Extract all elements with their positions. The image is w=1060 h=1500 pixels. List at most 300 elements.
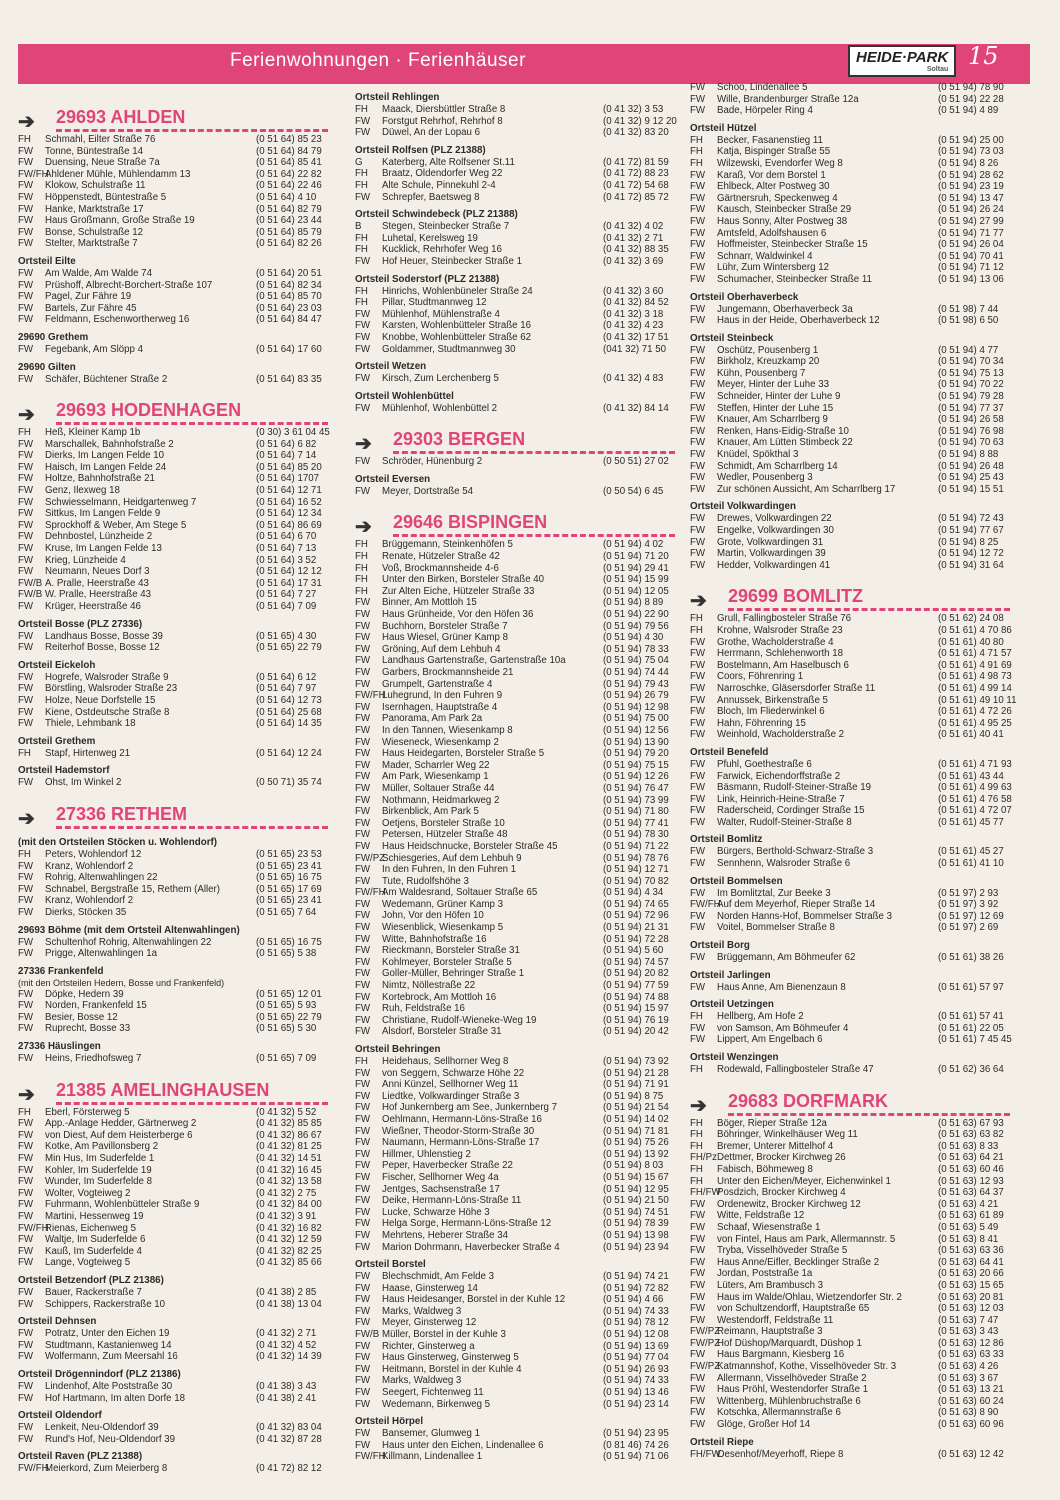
- listing-name: Tonne, Büntestraße 14: [45, 145, 144, 157]
- listing-row: [690, 1023, 1030, 1035]
- listing-name: Unter den Eichen/Meyer, Eichenwinkel 1: [717, 1175, 891, 1187]
- listing-phone: (0 51 94) 75 00: [603, 713, 669, 725]
- listing-row: [355, 192, 695, 204]
- listing-type: FH: [355, 244, 368, 256]
- listing-phone: (0 41 32) 3 53: [603, 104, 664, 115]
- listing-name: Feldmann, Eschenwortherweg 16: [45, 314, 190, 326]
- district-heading: Ortsteil Bommelsen: [690, 875, 783, 887]
- listing-row: [18, 1211, 348, 1223]
- listing-phone: (0 51 94) 8 75: [603, 1090, 664, 1102]
- listing-type: FW: [355, 1067, 371, 1079]
- listing-name: von Schultzendorff, Hauptstraße 65: [717, 1303, 870, 1315]
- listing-type: FW: [355, 597, 371, 609]
- listing-type: FW/FH: [690, 899, 721, 911]
- listing-type: FW: [690, 758, 706, 770]
- listing-name: Unter den Birken, Borsteler Straße 40: [382, 574, 545, 586]
- listing-type: FW: [690, 922, 706, 934]
- listing-name: Braatz, Oldendorfer Weg 22: [382, 168, 503, 180]
- listing-name: Katmannshof, Kothe, Visselhöveder Str. 3: [717, 1361, 897, 1373]
- listing-type: FH: [355, 551, 368, 563]
- listing-type: FH: [690, 624, 703, 636]
- listing-phone: (0 51 94) 74 57: [603, 956, 669, 968]
- listing-row: [18, 1246, 348, 1258]
- listing-type: FW: [18, 226, 34, 238]
- listing-name: Witte, Feldstraße 12: [717, 1210, 805, 1222]
- listing-row: [355, 632, 695, 644]
- listing-phone: (0 41 38) 3 43: [256, 1380, 317, 1392]
- listing-type: B: [355, 221, 362, 233]
- district-note: (mit den Ortsteilen Hedern, Bosse und Frankenfeld): [18, 977, 225, 988]
- listing-name: Wedler, Pousenberg 3: [717, 472, 813, 484]
- column-1: [18, 92, 348, 1475]
- city-name: 29699 BOMLITZ: [728, 586, 864, 607]
- listing-name: Gröning, Auf dem Lehbuh 4: [382, 643, 501, 655]
- listing-phone: (0 51 64) 16 52: [256, 496, 322, 508]
- listing-row: [18, 707, 348, 719]
- listing-phone: (0 51 63) 4 26: [938, 1361, 999, 1373]
- listing-phone: (0 51 94) 79 28: [938, 391, 1004, 403]
- listing-phone: (0 41 32) 4 83: [603, 373, 664, 385]
- listing-name: Narroschke, Gläsersdorfer Straße 11: [717, 682, 876, 694]
- listing-row: [18, 1257, 348, 1269]
- listing-phone: (0 51 64) 17 31: [256, 577, 322, 589]
- listing-phone: (0 41 32) 4 52: [256, 1339, 317, 1351]
- listing-row: [355, 1364, 695, 1376]
- district-heading: Ortsteil Uetzingen: [690, 999, 774, 1011]
- listing-row: [355, 992, 695, 1004]
- listing-type: FH: [690, 1011, 703, 1023]
- listing-name: Studtmann, Kastanienweg 14: [45, 1339, 172, 1351]
- listing-phone: (0 51 64) 7 09: [256, 601, 317, 612]
- listing-type: FW: [355, 922, 371, 934]
- listing-type: FH: [690, 613, 703, 625]
- listing-type: FW: [690, 782, 706, 794]
- listing-name: Goldammer, Studtmannweg 30: [382, 343, 516, 355]
- listing-name: Grumpelt, Gartenstraße 4: [382, 678, 493, 690]
- listing-row: [18, 1107, 348, 1119]
- listing-phone: (0 51 94) 4 66: [603, 1294, 664, 1306]
- listing-name: Forstgut Rehrhof, Rehrhof 8: [382, 115, 503, 127]
- listing-phone: (0 51 94) 79 56: [603, 620, 669, 632]
- listing-name: von Fintel, Haus am Park, Allermannstr. 5: [717, 1233, 896, 1245]
- district-heading: Ortsteil Eversen: [355, 473, 431, 485]
- listing-row: [355, 221, 695, 233]
- listing-phone: (0 51 94) 78 90: [938, 82, 1004, 93]
- listing-row: [690, 660, 1030, 672]
- listing-phone: (0 51 94) 78 12: [603, 1317, 669, 1329]
- listing-row: [355, 980, 695, 992]
- listing-type: FW: [355, 609, 371, 621]
- listing-row: [18, 1287, 348, 1299]
- listing-type: FH: [18, 134, 31, 145]
- listing-type: FW: [18, 302, 34, 314]
- listing-type: FW: [690, 315, 706, 327]
- listing-row: [355, 1149, 695, 1161]
- listing-name: Brüggemann, Steinkenhöfen 5: [382, 539, 513, 551]
- listing-phone: (0 51 64) 12 34: [256, 508, 322, 520]
- listing-name: Dettmer, Brocker Kirchweg 26: [717, 1152, 846, 1164]
- listing-type: FW: [690, 449, 706, 461]
- listing-type: FW: [18, 450, 34, 462]
- listing-type: FW: [18, 508, 34, 520]
- listing-name: Weinhold, Wacholderstraße 2: [717, 729, 845, 741]
- listing-phone: (0 51 63) 63 33: [938, 1349, 1004, 1361]
- listing-name: Ruprecht, Bosse 33: [45, 1023, 131, 1035]
- dashed-divider: [56, 1102, 328, 1105]
- listing-row: [355, 957, 695, 969]
- listing-row: [355, 456, 695, 468]
- listing-type: FW: [690, 181, 706, 193]
- listing-phone: (0 51 64) 85 20: [256, 461, 322, 473]
- listing-phone: (0 51 94) 70 82: [603, 875, 669, 887]
- listing-name: Lindenhof, Alte Poststraße 30: [45, 1380, 173, 1392]
- listing-phone: (0 51 94) 74 33: [603, 1305, 669, 1317]
- listing-name: Bostelmann, Am Haselbusch 6: [717, 659, 849, 671]
- listing-row: [18, 578, 348, 590]
- listing-row: [18, 1299, 348, 1311]
- listing-name: Hof Junkernberg am See, Junkernberg 7: [382, 1102, 558, 1114]
- listing-row: [690, 94, 1030, 106]
- listing-name: Hof Heuer, Steinbecker Straße 1: [382, 255, 522, 267]
- listing-phone: (0 51 94) 12 98: [603, 701, 669, 713]
- listing-row: [690, 181, 1030, 193]
- listing-row: [355, 551, 695, 563]
- city-name: 29646 BISPINGEN: [393, 512, 548, 533]
- listing-name: Rodewald, Fallingbosteler Straße 47: [717, 1064, 874, 1075]
- listing-row: [690, 1210, 1030, 1222]
- listing-row: [18, 291, 348, 303]
- listing-row: [690, 274, 1030, 286]
- listing-name: Kauß, Im Suderfelde 4: [45, 1245, 142, 1257]
- listing-type: FW: [18, 203, 34, 215]
- listing-name: Fuhrmann, Wohlenbütteler Straße 9: [45, 1199, 200, 1211]
- district-heading: 29690 Grethem: [18, 331, 89, 343]
- city-heading: [690, 1090, 1030, 1118]
- listing-phone: (0 51 64) 82 34: [256, 279, 322, 291]
- listing-phone: (0 51 94) 28 62: [938, 169, 1004, 181]
- listing-type: FW: [690, 648, 706, 660]
- listing-row: [355, 244, 695, 256]
- listing-name: Lenkeit, Neu-Oldendorf 39: [45, 1422, 159, 1434]
- listing-phone: (0 51 94) 76 98: [938, 425, 1004, 437]
- listing-phone: (0 51 94) 4 30: [603, 632, 664, 644]
- listing-name: Heß, Kleiner Kamp 1b: [45, 427, 141, 439]
- listing-phone: (0 51 94) 74 44: [603, 667, 669, 678]
- listing-row: [355, 1451, 695, 1463]
- listing-name: Sprockhoff & Weber, Am Stege 5: [45, 519, 187, 531]
- listing-row: [355, 1399, 695, 1411]
- listing-phone: (0 51 63) 20 81: [938, 1291, 1004, 1303]
- listing-type: FW: [18, 1176, 34, 1188]
- listing-type: FW: [690, 1022, 706, 1034]
- listing-row: [18, 134, 348, 146]
- listing-type: FW/FH: [355, 690, 386, 702]
- district-heading: Ortsteil Bomlitz: [690, 834, 763, 846]
- district-heading: Ortsteil Wohlenbüttel: [355, 390, 454, 402]
- listing-name: Böger, Rieper Straße 12a: [717, 1117, 827, 1129]
- listing-row: [355, 1195, 695, 1207]
- listing-name: W. Pralle, Heerstraße 43: [45, 589, 152, 601]
- listing-row: [690, 356, 1030, 368]
- listing-name: Kirsch, Zum Lerchenberg 5: [382, 373, 499, 385]
- listing-type: FW: [355, 1375, 371, 1387]
- listing-type: FW/FH: [18, 1463, 49, 1475]
- listing-row: [690, 239, 1030, 251]
- listing-row: [690, 1419, 1030, 1431]
- listing-type: FW: [18, 1245, 34, 1257]
- listing-type: FW: [690, 887, 706, 899]
- listing-phone: (0 51 98) 6 50: [938, 315, 999, 327]
- listing-row: [690, 1349, 1030, 1361]
- listing-name: Hof Hartmann, Im alten Dorfe 18: [45, 1392, 185, 1404]
- listing-row: [18, 215, 348, 227]
- listing-phone: (0 51 94) 75 15: [603, 759, 669, 771]
- listing-name: Mehrtens, Heberer Straße 34: [382, 1229, 508, 1241]
- listing-phone: (0 51 63) 3 67: [938, 1372, 999, 1384]
- listing-phone: (0 51 94) 23 19: [938, 181, 1004, 193]
- listing-row: [18, 192, 348, 204]
- listing-phone: (0 41 32) 12 59: [256, 1234, 322, 1246]
- listing-phone: (0 51 62) 36 64: [938, 1064, 1004, 1075]
- listing-name: Krieg, Lünzheide 4: [45, 554, 126, 566]
- listing-phone: (0 51 94) 26 24: [938, 204, 1004, 216]
- listing-row: [355, 286, 695, 298]
- logo-subtext: Soltau: [926, 66, 949, 73]
- listing-name: Kranz, Wohlendorf 2: [45, 895, 134, 907]
- listing-phone: (0 51 94) 77 04: [603, 1352, 669, 1364]
- listing-row: [690, 1373, 1030, 1385]
- listing-phone: (0 51 94) 75 26: [603, 1137, 669, 1149]
- listing-name: Walter, Rudolf-Steiner-Straße 8: [717, 816, 852, 828]
- listing-name: Tute, Rudolfshöhe 3: [382, 875, 469, 887]
- listing-row: [690, 170, 1030, 182]
- listing-name: Nimtz, Nöllestraße 22: [382, 980, 476, 992]
- listing-name: Hellberg, Am Hofe 2: [717, 1011, 804, 1023]
- listing-name: Besier, Bosse 12: [45, 1011, 118, 1023]
- listing-phone: (0 51 65) 5 30: [256, 1023, 317, 1035]
- listing-name: Haus Pröhl, Westendorfer Straße 1: [717, 1384, 869, 1396]
- listing-name: Wilzewski, Evendorfer Weg 8: [717, 157, 843, 169]
- arrow-icon: ➔: [18, 1083, 35, 1106]
- listing-name: Karaß, Vor dem Borstel 1: [717, 169, 826, 181]
- district-heading: Ortsteil Soderstorf (PLZ 21388): [355, 273, 500, 285]
- listing-phone: (0 50 71) 35 74: [256, 777, 322, 789]
- listing-row: [18, 1130, 348, 1142]
- listing-row: [690, 1222, 1030, 1234]
- listing-name: Wunder, Im Suderfelde 8: [45, 1176, 152, 1188]
- listing-type: FW: [18, 373, 34, 385]
- listing-type: FW: [355, 782, 371, 794]
- dashed-divider: [728, 608, 1010, 611]
- listing-row: [18, 344, 348, 356]
- listing-name: Schwiesselmann, Heidgartenweg 7: [45, 496, 197, 508]
- listing-type: FW: [18, 601, 34, 612]
- listing-type: FW: [355, 667, 371, 678]
- listing-type: FW: [690, 682, 706, 694]
- arrow-icon: ➔: [355, 516, 372, 539]
- listing-type: FW: [690, 548, 706, 560]
- listing-row: [355, 945, 695, 957]
- listing-type: FW: [355, 1148, 371, 1160]
- listing-phone: (0 41 32) 84 00: [256, 1199, 322, 1211]
- listing-type: FW: [355, 402, 371, 414]
- listing-type: FW: [690, 1419, 706, 1431]
- listing-type: FW: [18, 191, 34, 203]
- listing-phone: (0 51 94) 71 22: [603, 840, 669, 852]
- listing-type: FW: [355, 864, 371, 876]
- listing-type: FH: [690, 1117, 703, 1129]
- listing-name: Lüters, Am Brambusch 3: [717, 1279, 824, 1291]
- listing-phone: (0 41 32) 86 67: [256, 1129, 322, 1141]
- listing-name: Haus in der Heide, Oberhaverbeck 12: [717, 315, 880, 327]
- listing-type: FW: [355, 1340, 371, 1352]
- listing-name: Martin, Volkwardingen 39: [717, 548, 826, 560]
- listing-name: Lühr, Zum Wintersberg 12: [717, 262, 829, 274]
- listing-phone: (0 51 61) 45 77: [938, 816, 1004, 828]
- listing-row: [355, 1218, 695, 1230]
- listing-name: Bade, Hörpeler Ring 4: [717, 105, 813, 117]
- listing-phone: (0 51 62) 24 08: [938, 613, 1004, 625]
- listing-type: FH: [355, 168, 368, 180]
- listing-name: Karsten, Wohlenbütteler Straße 16: [382, 320, 531, 332]
- listing-name: Raderscheid, Cordinger Straße 15: [717, 805, 865, 817]
- listing-row: [355, 1440, 695, 1452]
- listing-phone: (0 51 63) 12 86: [938, 1337, 1004, 1349]
- listing-type: FW: [355, 817, 371, 829]
- listing-name: Blechschmidt, Am Felde 3: [382, 1271, 494, 1283]
- listing-phone: (0 41 72) 85 72: [603, 191, 669, 203]
- listing-row: [690, 899, 1030, 911]
- listing-phone: (0 51 94) 5 60: [603, 945, 664, 957]
- listing-phone: (0 51 94) 13 47: [938, 192, 1004, 204]
- listing-row: [690, 706, 1030, 718]
- listing-name: Schoo, Lindenallee 5: [717, 82, 808, 93]
- listing-type: FW: [690, 472, 706, 484]
- listing-phone: (0 51 64) 6 12: [256, 671, 317, 683]
- listing-row: [18, 861, 348, 873]
- listing-type: FW: [690, 525, 706, 536]
- listing-phone: (0 51 94) 13 06: [938, 273, 1004, 285]
- listing-name: Stegen, Steinbecker Straße 7: [382, 221, 510, 233]
- listing-type: FW: [355, 1317, 371, 1329]
- listing-type: FH: [355, 232, 368, 244]
- listing-row: [18, 1012, 348, 1024]
- listing-type: FH: [355, 104, 368, 115]
- listing-phone: (0 51 97) 3 92: [938, 899, 999, 911]
- listing-row: [690, 1384, 1030, 1396]
- listing-row: [355, 1283, 695, 1295]
- listing-name: Fischer, Sellhorner Weg 4a: [382, 1171, 499, 1183]
- listing-name: Knauer, Am Scharrlberg 9: [717, 414, 828, 426]
- listing-type: FH: [18, 1106, 31, 1118]
- listing-phone: (0 51 61) 40 80: [938, 636, 1004, 648]
- listing-name: Dierks, Stöcken 35: [45, 906, 127, 918]
- listing-phone: (0 51 61) 4 95 25: [938, 717, 1012, 729]
- listing-phone: (0 41 32) 84 14: [603, 402, 669, 414]
- listing-name: Gärtnersruh, Speckenweg 4: [717, 192, 838, 204]
- listing-phone: (0 51 94) 15 99: [603, 574, 669, 586]
- dashed-divider: [56, 422, 328, 425]
- district-heading: Ortsteil Drögennindorf (PLZ 21386): [18, 1368, 181, 1380]
- listing-phone: (0 51 64) 12 71: [256, 485, 322, 497]
- listing-phone: (0 41 32) 82 25: [256, 1245, 322, 1257]
- listing-type: FW: [355, 991, 371, 1003]
- listing-type: FW: [18, 948, 34, 960]
- listing-type: FW: [18, 461, 34, 473]
- listing-row: [355, 934, 695, 946]
- listing-name: Lippert, Am Engelbach 6: [717, 1034, 823, 1046]
- listing-phone: (0 51 64) 4 10: [256, 191, 317, 203]
- listing-row: [355, 853, 695, 865]
- listing-name: Becker, Fasanenstieg 11: [717, 134, 823, 146]
- listing-type: FH: [355, 285, 368, 297]
- listing-phone: (0 51 94) 77 67: [938, 525, 1004, 536]
- listing-phone: (0 51 64) 23 44: [256, 215, 322, 227]
- listing-phone: (0 51 64) 6 82: [256, 438, 317, 450]
- listing-phone: (0 51 64) 85 41: [256, 157, 322, 169]
- listing-name: Voitel, Bommelser Straße 8: [717, 922, 835, 934]
- city-heading: [355, 511, 695, 539]
- listing-phone: (0 51 63) 60 24: [938, 1395, 1004, 1407]
- listing-type: FW: [18, 279, 34, 291]
- listing-phone: (0 51 94) 12 26: [603, 771, 669, 783]
- listing-phone: (0 51 94) 26 93: [603, 1363, 669, 1375]
- listing-name: Am Waldesrand, Soltauer Straße 65: [382, 887, 538, 899]
- listing-row: [355, 644, 695, 656]
- listing-phone: (0 51 61) 4 72 26: [938, 706, 1012, 718]
- listing-name: Prüshoff, Albrecht-Borchert-Straße 107: [45, 279, 213, 291]
- listing-phone: (0 51 94) 4 77: [938, 344, 999, 356]
- listing-row: [18, 180, 348, 192]
- listing-row: [18, 374, 348, 386]
- listing-name: Deike, Hermann-Löns-Straße 11: [382, 1195, 522, 1207]
- listing-row: [690, 858, 1030, 870]
- listing-type: FW: [690, 1198, 706, 1210]
- listing-row: [690, 817, 1030, 829]
- listing-phone: (0 51 63) 60 46: [938, 1163, 1004, 1175]
- listing-name: In den Fuhren, In den Fuhren 1: [382, 864, 517, 876]
- listing-phone: (0 51 97) 12 69: [938, 910, 1004, 922]
- district-heading: 29690 Gilten: [18, 361, 76, 373]
- listing-type: FW/B: [18, 577, 43, 589]
- listing-phone: (0 51 94) 8 89: [603, 597, 664, 609]
- district-heading: Ortsteil Wetzen: [355, 361, 427, 373]
- listing-phone: (0 30) 3 61 04 45: [256, 427, 330, 439]
- listing-name: Meyer, Ginsterweg 12: [382, 1317, 477, 1329]
- listing-type: FW: [690, 204, 706, 216]
- listing-name: Reimann, Hauptstraße 3: [717, 1326, 823, 1338]
- listing-name: Haus Heidschnucke, Borsteler Straße 45: [382, 840, 558, 852]
- listing-type: FW: [690, 391, 706, 403]
- listing-name: Pfuhl, Goethestraße 6: [717, 758, 812, 770]
- listing-phone: (0 51 63) 12 03: [938, 1303, 1004, 1315]
- listing-name: Luhetal, Kerelsweg 19: [382, 232, 478, 244]
- city-name: 29693 HODENHAGEN: [56, 400, 242, 421]
- listing-phone: (0 41 32) 84 52: [603, 297, 669, 309]
- listing-type: FW: [690, 367, 706, 379]
- listing-type: FW: [18, 267, 34, 279]
- listing-row: [355, 344, 695, 356]
- listing-name: Marion Dohrmann, Haverbecker Straße 4: [382, 1241, 560, 1253]
- listing-phone: (0 41 32) 16 82: [256, 1222, 322, 1234]
- listing-phone: (0 51 64) 17 60: [256, 343, 322, 355]
- listing-phone: (0 50 51) 27 02: [603, 456, 669, 468]
- listing-row: [355, 1056, 695, 1068]
- listing-row: [18, 280, 348, 292]
- listing-name: von Diest, Auf dem Heisterberge 6: [45, 1129, 193, 1141]
- listing-type: FW: [18, 1199, 34, 1211]
- listing-type: FW: [18, 485, 34, 497]
